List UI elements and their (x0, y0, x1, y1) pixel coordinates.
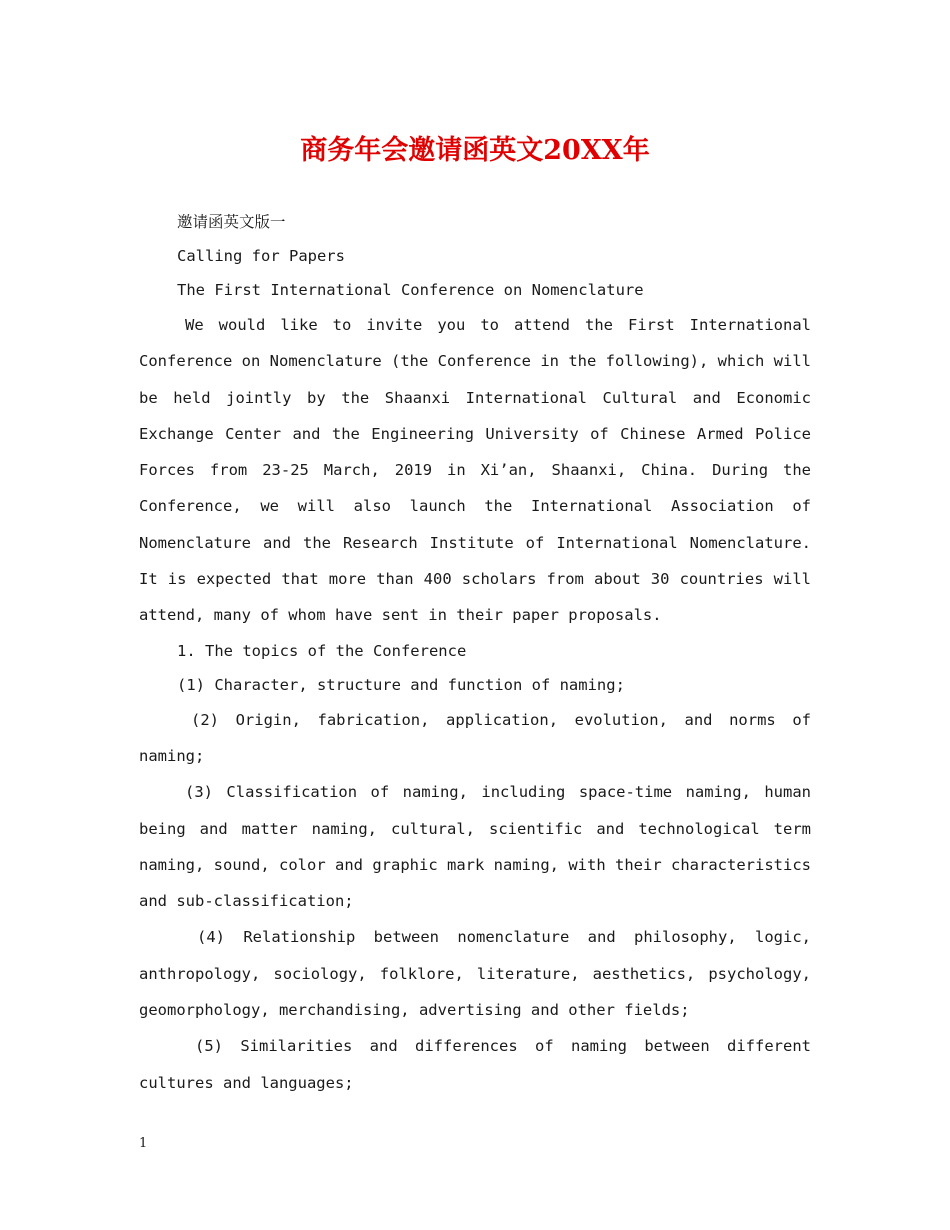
document-body (139, 205, 811, 1101)
topic-item: (1) Character, structure and function of naming; (177, 675, 625, 694)
topic-item: (5) Similarities and differences of naming between different cultures and languages; (139, 1037, 811, 1092)
topic-item: (4) Relationship between nomenclature and philosophy, logic, anthropology, sociology, folklore, literature, aesthetics, psychology, geomorphology, merchandising, advertising and other fields; (139, 928, 811, 1020)
topic-item: (2) Origin, fabrication, application, evolution, and norms of naming; (139, 710, 811, 765)
section-heading: 邀请函英文版一 (177, 213, 286, 231)
document-title: 商务年会邀请函英文20XX年 (300, 135, 650, 166)
conference-name: The First International Conference on Nomenclature (177, 281, 644, 299)
page-number: 1 (139, 1136, 148, 1151)
calling-for-papers: Calling for Papers (177, 247, 345, 265)
topics-heading: 1. The topics of the Conference (177, 641, 467, 660)
intro-paragraph: We would like to invite you to attend the First International Conference on Nomenclature (the Conference in the following), which will be held jointly by the Shaanxi International Cultural and Economic Exchange Center and the Engineering University of Chinese Armed Police Forces from 23-25 March, 2019 in Xi’an, Shaanxi, China. During the Conference, we will also launch the International Association of Nomenclature and the Research Institute of International Nomenclature. It is expected that more than 400 scholars from about 30 countries will attend, many of whom have sent in their paper proposals. (139, 316, 811, 625)
topic-item: (3) Classification of naming, including space-time naming, human being and matter naming, cultural, scientific and technological term naming, sound, color and graphic mark naming, with their characteristics and sub-classification; (139, 783, 811, 911)
